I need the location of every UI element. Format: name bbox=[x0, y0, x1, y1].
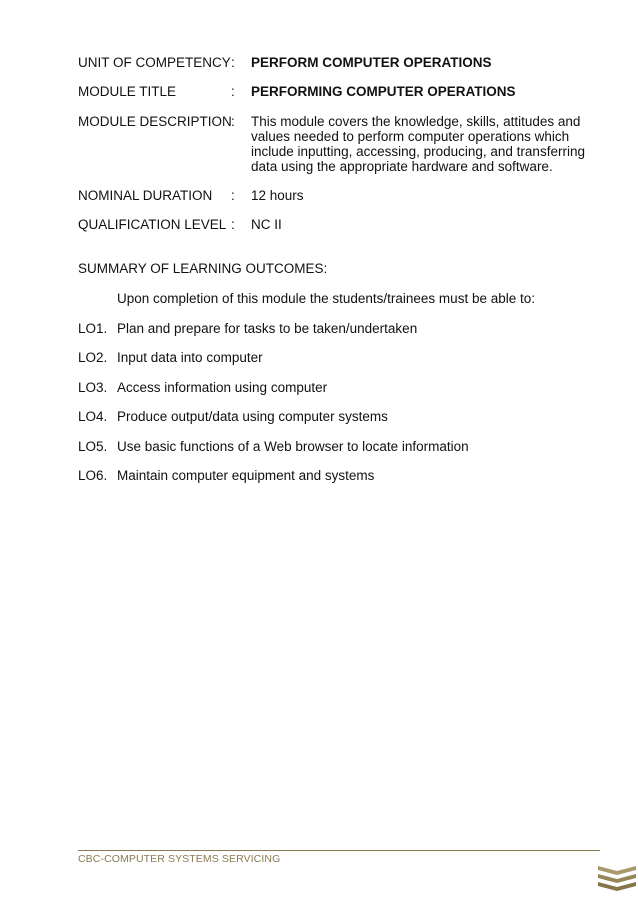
summary-intro: Upon completion of this module the students/trainees must be able to: bbox=[117, 291, 535, 306]
field-value: 12 hours bbox=[251, 188, 304, 203]
field-colon: : bbox=[231, 55, 235, 70]
learning-outcome-text: Produce output/data using computer systems bbox=[117, 409, 388, 424]
field-colon: : bbox=[231, 217, 235, 232]
learning-outcome-text: Access information using computer bbox=[117, 380, 328, 395]
learning-outcome-code: LO1. bbox=[78, 321, 108, 336]
learning-outcome-code: LO2. bbox=[78, 350, 108, 365]
field-value: PERFORMING COMPUTER OPERATIONS bbox=[251, 84, 516, 99]
learning-outcome-code: LO5. bbox=[78, 439, 108, 454]
learning-outcome-code: LO6. bbox=[78, 468, 108, 483]
field-label: QUALIFICATION LEVEL bbox=[78, 217, 227, 232]
footer-text: CBC-COMPUTER SYSTEMS SERVICING bbox=[78, 853, 281, 865]
field-label: UNIT OF COMPETENCY bbox=[78, 55, 231, 70]
learning-outcome-text: Plan and prepare for tasks to be taken/undertaken bbox=[117, 321, 418, 336]
field-value: This module covers the knowledge, skills, attitudes and values needed to perform computer operations which include inputting, accessing, producing, and transferring data using the appropriate hardware and software. bbox=[251, 114, 585, 174]
field-colon: : bbox=[231, 114, 235, 129]
field-value: PERFORM COMPUTER OPERATIONS bbox=[251, 55, 492, 70]
learning-outcome-code: LO4. bbox=[78, 409, 108, 424]
learning-outcome-code: LO3. bbox=[78, 380, 108, 395]
field-value: NC II bbox=[251, 217, 282, 232]
field-colon: : bbox=[231, 84, 235, 99]
field-label: NOMINAL DURATION bbox=[78, 188, 213, 203]
summary-heading: SUMMARY OF LEARNING OUTCOMES: bbox=[78, 261, 328, 276]
learning-outcome-text: Use basic functions of a Web browser to locate information bbox=[117, 439, 469, 454]
footer-divider bbox=[78, 850, 600, 851]
field-label: MODULE DESCRIPTION bbox=[78, 114, 232, 129]
chevron-stack-icon bbox=[596, 862, 638, 892]
field-colon: : bbox=[231, 188, 235, 203]
learning-outcome-text: Input data into computer bbox=[117, 350, 263, 365]
field-label: MODULE TITLE bbox=[78, 84, 177, 99]
learning-outcome-text: Maintain computer equipment and systems bbox=[117, 468, 375, 483]
